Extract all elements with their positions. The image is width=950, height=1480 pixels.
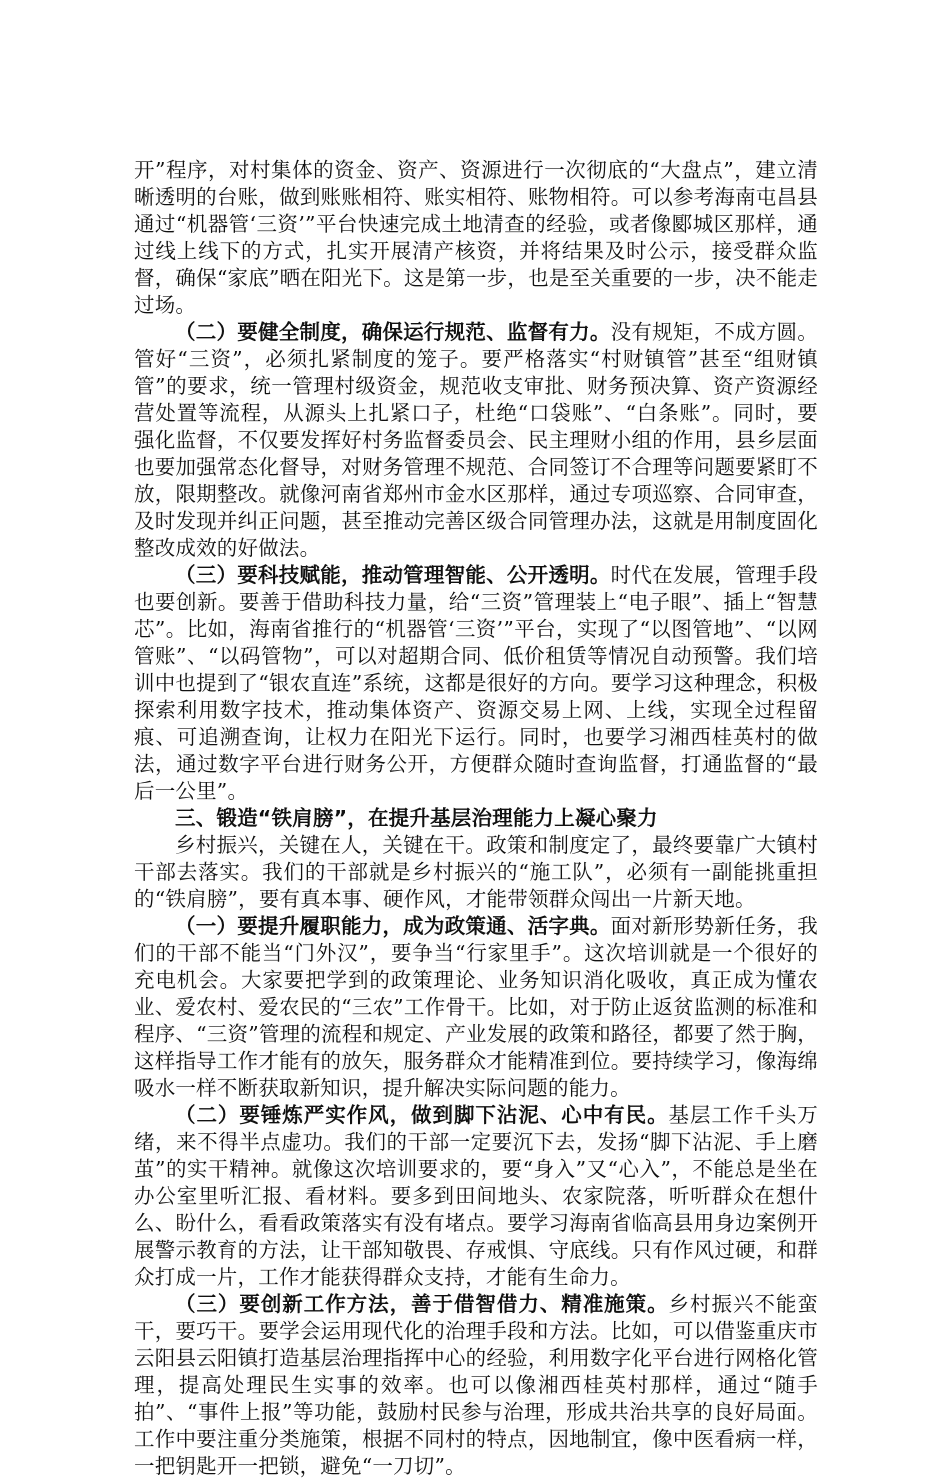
- paragraph-text: 没有规矩，不成方圆。管好“三资”，必须扎紧制度的笼子。要严格落实“村财镇管”甚至“组财镇管”的要求，统一管理村级资金，规范收支审批、财务预决算、资产资源经营处置等流程，从源头上扎紧口子，杜绝“口袋账”、“白条账”。同时，要强化监督，不仅要发挥好村务监督委员会、民主理财小组的作用，县乡层面也要加强常态化督导，对财务管理不规范、合同签订不合理等问题要紧盯不放，限期整改。就像河南省郑州市金水区那样，通过专项巡察、合同审查，及时发现并纠正问题，甚至推动完善区级合同管理办法，这就是用制度固化整改成效的好做法。: [134, 320, 818, 560]
- paragraph-lead: （二）要健全制度，确保运行规范、监督有力。: [175, 320, 611, 344]
- document-page: [134, 157, 818, 1480]
- section-heading: 三、锻造“铁肩膀”，在提升基层治理能力上凝心聚力: [175, 806, 658, 830]
- paragraph-lead: （一）要提升履职能力，成为政策通、活字典。: [175, 914, 611, 938]
- paragraph-text: 开”程序，对村集体的资金、资产、资源进行一次彻底的“大盘点”，建立清晰透明的台账，做到账账相符、账实相符、账物相符。可以参考海南屯昌县通过“机器管‘三资’”平台快速完成土地清查的经验，或者像郾城区那样，通过线上线下的方式，扎实开展清产核资，并将结果及时公示，接受群众监督，确保“家底”晒在阳光下。这是第一步，也是至关重要的一步，决不能走过场。: [134, 158, 818, 317]
- paragraph-lead: （二）要锤炼严实作风，做到脚下沾泥、心中有民。: [175, 1103, 669, 1127]
- paragraph-technology: [134, 562, 818, 805]
- paragraph-continuation: [134, 157, 818, 319]
- paragraph-text: 基层工作千头万绪，来不得半点虚功。我们的干部一定要沉下去，发扬“脚下沾泥、手上磨茧”的实干精神。就像这次培训要求的，要“身入”又“心入”，不能总是坐在办公室里听汇报、看材料。要多到田间地头、农家院落，听听群众在想什么、盼什么，看看政策落实有没有堵点。要学习海南省临高县用身边案例开展警示教育的方法，让干部知敬畏、存戒惧、守底线。只有作风过硬，和群众打成一片，工作才能获得群众支持，才能有生命力。: [134, 1103, 818, 1289]
- paragraph-intro: [134, 832, 818, 913]
- paragraph-text: 面对新形势新任务，我们的干部不能当“门外汉”，要争当“行家里手”。这次培训就是一个很好的充电机会。大家要把学到的政策理论、业务知识消化吸收，真正成为懂农业、爱农村、爱农民的“三农”工作骨干。比如，对于防止返贫监测的标准和程序、“三资”管理的流程和规定、产业发展的政策和路径，都要了然于胸，这样指导工作才能有的放矢，服务群众才能精准到位。要持续学习，像海绵吸水一样不断获取新知识，提升解决实际问题的能力。: [134, 914, 818, 1100]
- paragraph-lead: （三）要创新工作方法，善于借智借力、精准施策。: [175, 1292, 669, 1316]
- paragraph-system: [134, 319, 818, 562]
- paragraph-method: [134, 1291, 818, 1480]
- paragraph-text: 时代在发展，管理手段也要创新。要善于借助科技力量，给“三资”管理装上“电子眼”、插上“智慧芯”。比如，海南省推行的“机器管‘三资’”平台，实现了“以图管地”、“以网管账”、“以码管物”，可以对超期合同、低价租赁等情况自动预警。我们培训中也提到了“银农直连”系统，这都是很好的方向。要学习这种理念，积极探索利用数字技术，推动集体资产、资源交易上网、上线，实现全过程留痕、可追溯查询，让权力在阳光下运行。同时，也要学习湘西桂英村的做法，通过数字平台进行财务公开，方便群众随时查询监督，打通监督的“最后一公里”。: [134, 563, 818, 803]
- paragraph-style: [134, 1102, 818, 1291]
- paragraph-text: 乡村振兴不能蛮干，要巧干。要学会运用现代化的治理手段和方法。比如，可以借鉴重庆市云阳县云阳镇打造基层治理指挥中心的经验，利用数字化平台进行网格化管理，提高处理民生实事的效率。也可以像湘西桂英村那样，通过“随手拍”、“事件上报”等功能，鼓励村民参与治理，形成共治共享的良好局面。工作中要注重分类施策，根据不同村的特点，因地制宜，像中医看病一样，一把钥匙开一把锁，避免“一刀切”。: [134, 1292, 818, 1478]
- paragraph-text: 乡村振兴，关键在人，关键在干。政策和制度定了，最终要靠广大镇村干部去落实。我们的干部就是乡村振兴的“施工队”，必须有一副能挑重担的“铁肩膀”，要有真本事、硬作风，才能带领群众闯出一片新天地。: [134, 833, 818, 911]
- paragraph-ability: [134, 913, 818, 1102]
- paragraph-lead: （三）要科技赋能，推动管理智能、公开透明。: [175, 563, 611, 587]
